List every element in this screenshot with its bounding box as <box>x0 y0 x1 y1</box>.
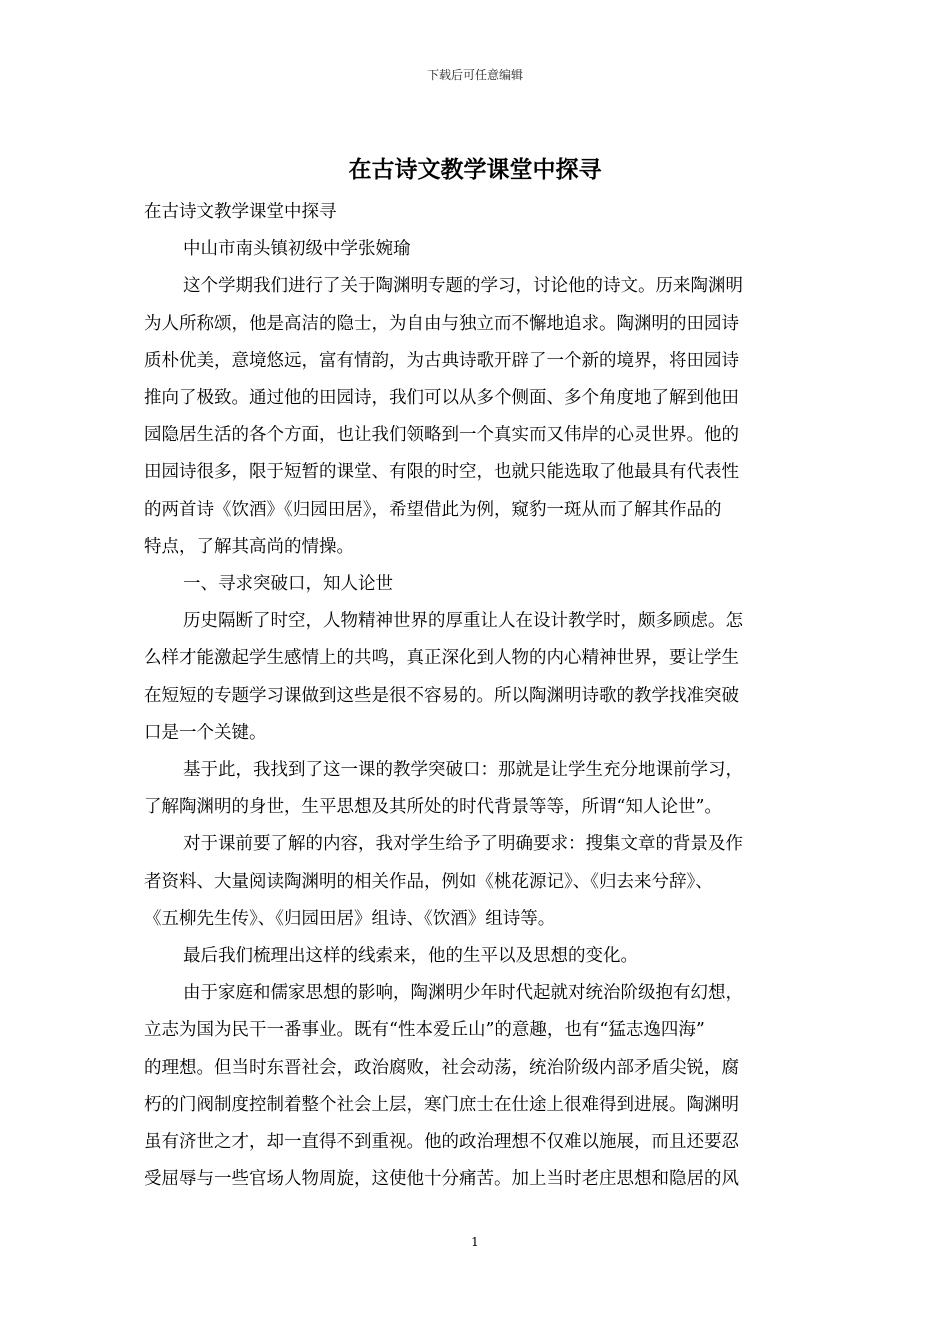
document-body <box>144 194 806 1198</box>
text-line: 口是一个关键。 <box>144 722 267 743</box>
text-line: 中山市南头镇初级中学张婉瑜 <box>183 239 411 260</box>
text-line: 立志为国为民干一番事业。既有“性本爱丘山”的意趣，也有“猛志逸四海” <box>144 1020 705 1041</box>
text-line: 为人所称颂，他是高洁的隐士，为自由与独立而不懈地追求。陶渊明的田园诗 <box>144 313 739 334</box>
text-line: 在短短的专题学习课做到这些是很不容易的。所以陶渊明诗歌的教学找准突破 <box>144 685 739 706</box>
page-header-note: 下载后可任意编辑 <box>426 68 523 82</box>
text-line: 对于课前要了解的内容，我对学生给予了明确要求：搜集文章的背景及作 <box>183 834 743 855</box>
text-line: 在古诗文教学课堂中探寻 <box>144 202 337 222</box>
text-line: 最后我们梳理出这样的线索来，他的生平以及思想的变化。 <box>183 946 638 967</box>
text-line: 受屈辱与一些官场人物周旋，这使他十分痛苦。加上当时老庄思想和隐居的风 <box>144 1169 739 1190</box>
text-line: 虽有济世之才，却一直得不到重视。他的政治理想不仅难以施展，而且还要忍 <box>144 1132 739 1153</box>
text-line: 一、寻求突破口，知人论世 <box>183 574 393 595</box>
text-line: 朽的门阀制度控制着整个社会上层，寒门庶士在仕途上很难得到进展。陶渊明 <box>144 1094 739 1115</box>
page-number: 1 <box>471 1235 479 1249</box>
document-title: 在古诗文教学课堂中探寻 <box>348 156 602 183</box>
text-line: 这个学期我们进行了关于陶渊明专题的学习，讨论他的诗文。历来陶渊明 <box>183 276 743 297</box>
text-line: 的理想。但当时东晋社会，政治腐败，社会动荡，统治阶级内部矛盾尖锐，腐 <box>144 1057 739 1078</box>
text-line: 的两首诗《饮酒》《归园田居》，希望借此为例，窥豹一斑从而了解其作品的 <box>144 499 722 520</box>
text-line: 么样才能激起学生感情上的共鸣，真正深化到人物的内心精神世界，要让学生 <box>144 648 739 669</box>
text-line: 园隐居生活的各个方面，也让我们领略到一个真实而又伟岸的心灵世界。他的 <box>144 425 739 446</box>
text-line: 历史隔断了时空，人物精神世界的厚重让人在设计教学时，颇多顾虑。怎 <box>183 611 743 632</box>
text-line: 由于家庭和儒家思想的影响，陶渊明少年时代起就对统治阶级抱有幻想， <box>183 983 743 1004</box>
text-line: 基于此，我找到了这一课的教学突破口：那就是让学生充分地课前学习， <box>183 760 743 781</box>
text-line: 特点，了解其高尚的情操。 <box>144 536 354 557</box>
text-line: 田园诗很多，限于短暂的课堂、有限的时空，也就只能选取了他最具有代表性 <box>144 462 739 483</box>
text-line: 者资料、大量阅读陶渊明的相关作品，例如《桃花源记》、《归去来兮辞》、 <box>144 871 713 892</box>
text-line: 推向了极致。通过他的田园诗，我们可以从多个侧面、多个角度地了解到他田 <box>144 388 739 409</box>
text-line: 质朴优美，意境悠远，富有情韵，为古典诗歌开辟了一个新的境界，将田园诗 <box>144 350 739 371</box>
text-line: 了解陶渊明的身世，生平思想及其所处的时代背景等等，所谓“知人论世”。 <box>144 797 722 818</box>
text-line: 《五柳先生传》、《归园田居》组诗、《饮酒》组诗等。 <box>144 908 556 929</box>
